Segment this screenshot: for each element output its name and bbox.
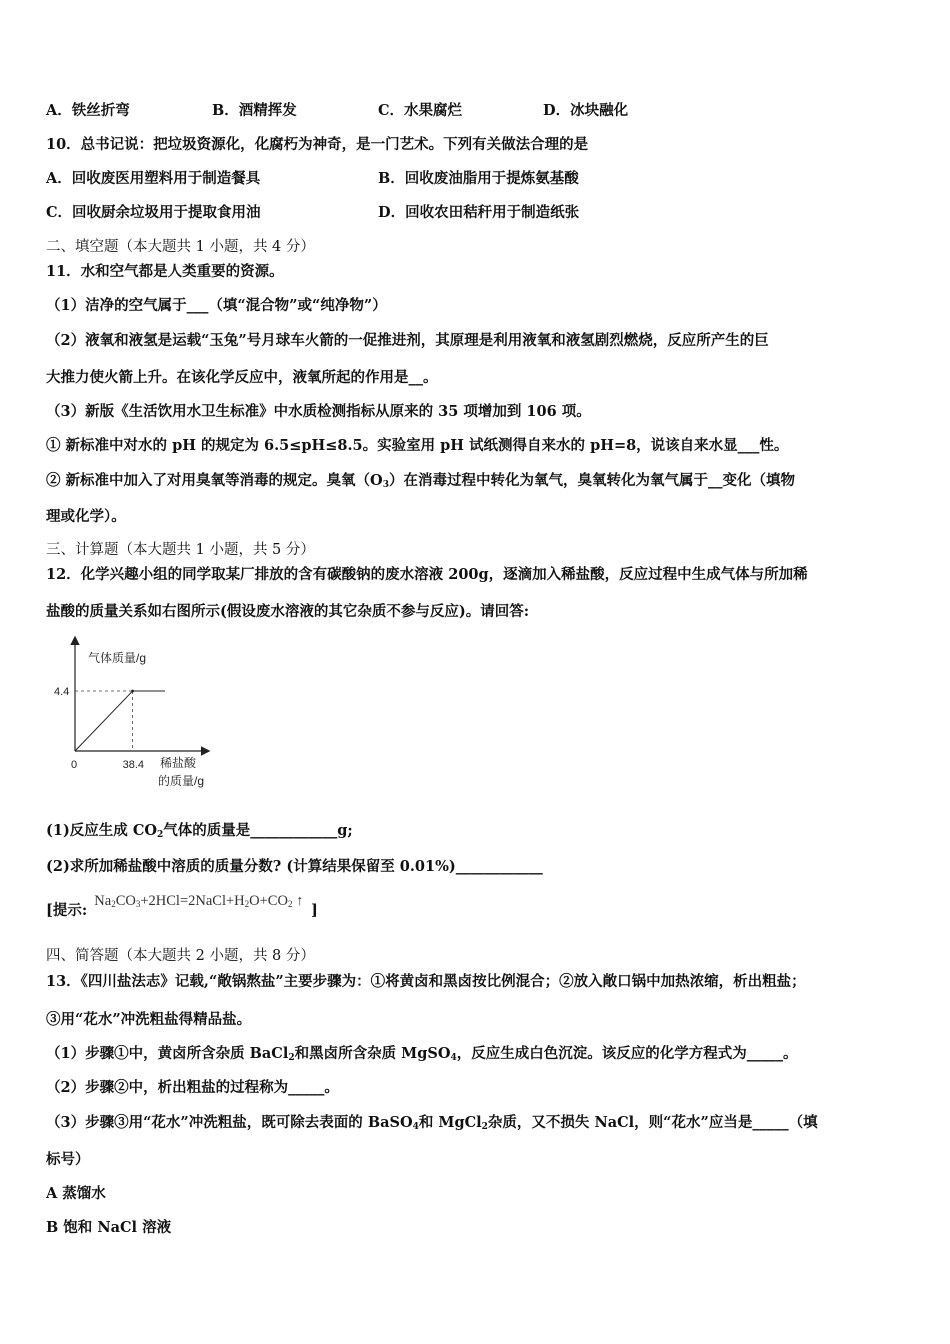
hint-close: ] <box>310 902 318 919</box>
q11-part3-item1: ① 新标准中对水的 pH 的规定为 6.5≤pH≤8.5。实验室用 pH 试纸测得自来水的 pH=8，说该自来水显___性。 <box>46 437 789 454</box>
q10-option-c: C．回收厨余垃圾用于提取食用油 <box>46 204 261 221</box>
q11-stem: 11．水和空气都是人类重要的资源。 <box>46 263 284 280</box>
section-title-calculation: 三、计算题（本大题共 1 小题，共 5 分） <box>46 542 315 558</box>
q13-stem-line1: 13．《四川盐法志》记载,“敞锅熬盐”主要步骤为：①将黄卤和黑卤按比例混合；②放入敞口锅中加热浓缩，析出粗盐； <box>46 973 806 990</box>
q11-part1: （1）洁净的空气属于___（填“混合物”或“纯净物”） <box>46 297 387 314</box>
x-axis-label-line2: 的质量/g <box>158 774 205 788</box>
gas-mass-series-line <box>75 691 165 751</box>
q11-part3-item2-line2: 理或化学）。 <box>46 508 126 525</box>
q13-part3-line2: 标号） <box>46 1151 90 1168</box>
q9-option-c: C．水果腐烂 <box>378 102 463 119</box>
x-tick-label: 38.4 <box>122 759 145 771</box>
turning-point <box>131 690 134 693</box>
q12-hint <box>46 893 318 919</box>
q12-question2: (2)求所加稀盐酸中溶质的质量分数? (计算结果保留至 0.01%)____________ <box>46 858 543 875</box>
q9-option-b: B．酒精挥发 <box>212 102 297 119</box>
section-title-fill-in: 二、填空题（本大题共 1 小题，共 4 分） <box>46 239 315 255</box>
q13-part2: （2）步骤②中，析出粗盐的过程称为_____。 <box>46 1079 339 1096</box>
y-tick-label: 4.4 <box>54 686 70 698</box>
origin-label: 0 <box>71 759 78 771</box>
q12-stem-line1: 12．化学兴趣小组的同学取某厂排放的含有碳酸钠的废水溶液 200g，逐滴加入稀盐酸，反应过程中生成气体与所加稀 <box>46 566 808 583</box>
hint-open: [提示: <box>46 902 88 919</box>
q11-part3: （3）新版《生活饮用水卫生标准》中水质检测指标从原来的 35 项增加到 106 项。 <box>46 403 591 420</box>
q12-stem-line2: 盐酸的质量关系如右图所示(假设废水溶液的其它杂质不参与反应)。请回答: <box>46 603 530 620</box>
x-axis-label-line1: 稀盐酸 <box>160 756 197 770</box>
q12-question1: (1)反应生成 $CO_2$气体的质量是____________g; <box>46 822 353 840</box>
q11-part2-line1: （2）液氧和液氢是运载“玉兔”号月球车火箭的一促推进剂，其原理是利用液氧和液氢剧烈燃烧，反应所产生的巨 <box>46 332 769 349</box>
q11-part3-item2-line1: ② 新标准中加入了对用臭氧等消毒的规定。臭氧$(O_3)$在消毒过程中转化为氧气，臭氧转化为氧气属于__变化（填物 <box>46 472 795 490</box>
q9-option-a: A．铁丝折弯 <box>46 102 130 119</box>
section-title-short-answer: 四、简答题（本大题共 2 小题，共 8 分） <box>46 948 315 964</box>
chemical-equation: $Na_2CO_3+2HCl=2NaCl+H_2O+CO_2$ ↑ <box>94 893 304 909</box>
q10-option-b: B．回收废油脂用于提炼氨基酸 <box>378 170 579 187</box>
q10-stem: 10．总书记说：把垃圾资源化，化腐朽为神奇，是一门艺术。下列有关做法合理的是 <box>46 136 589 153</box>
y-axis-label: 气体质量/g <box>88 651 147 665</box>
q13-option-a: A 蒸馏水 <box>46 1185 106 1202</box>
gas-mass-chart <box>40 630 240 795</box>
q9-option-d: D．冰块融化 <box>543 102 629 119</box>
q13-part1: （1）步骤①中，黄卤所含杂质 BaCl$_2$和黑卤所含杂质 MgSO$_4$，反应生成白色沉淀。该反应的化学方程式为_____。 <box>46 1045 798 1063</box>
q10-option-d: D．回收农田秸秆用于制造纸张 <box>378 204 580 221</box>
q13-option-b: B 饱和 NaCl 溶液 <box>46 1219 172 1236</box>
q13-part3-line1: （3）步骤③用“花水”冲洗粗盐，既可除去表面的 BaSO$_4$和 MgCl$_2$杂质，又不损失 NaCl，则“花水”应当是_____（填 <box>46 1114 818 1132</box>
q13-stem-line2: ③用“花水”冲洗粗盐得精品盐。 <box>46 1011 252 1028</box>
q11-part2-line2: 大推力使火箭上升。在该化学反应中，液氧所起的作用是__。 <box>46 369 438 386</box>
q10-option-a: A．回收废医用塑料用于制造餐具 <box>46 170 261 187</box>
